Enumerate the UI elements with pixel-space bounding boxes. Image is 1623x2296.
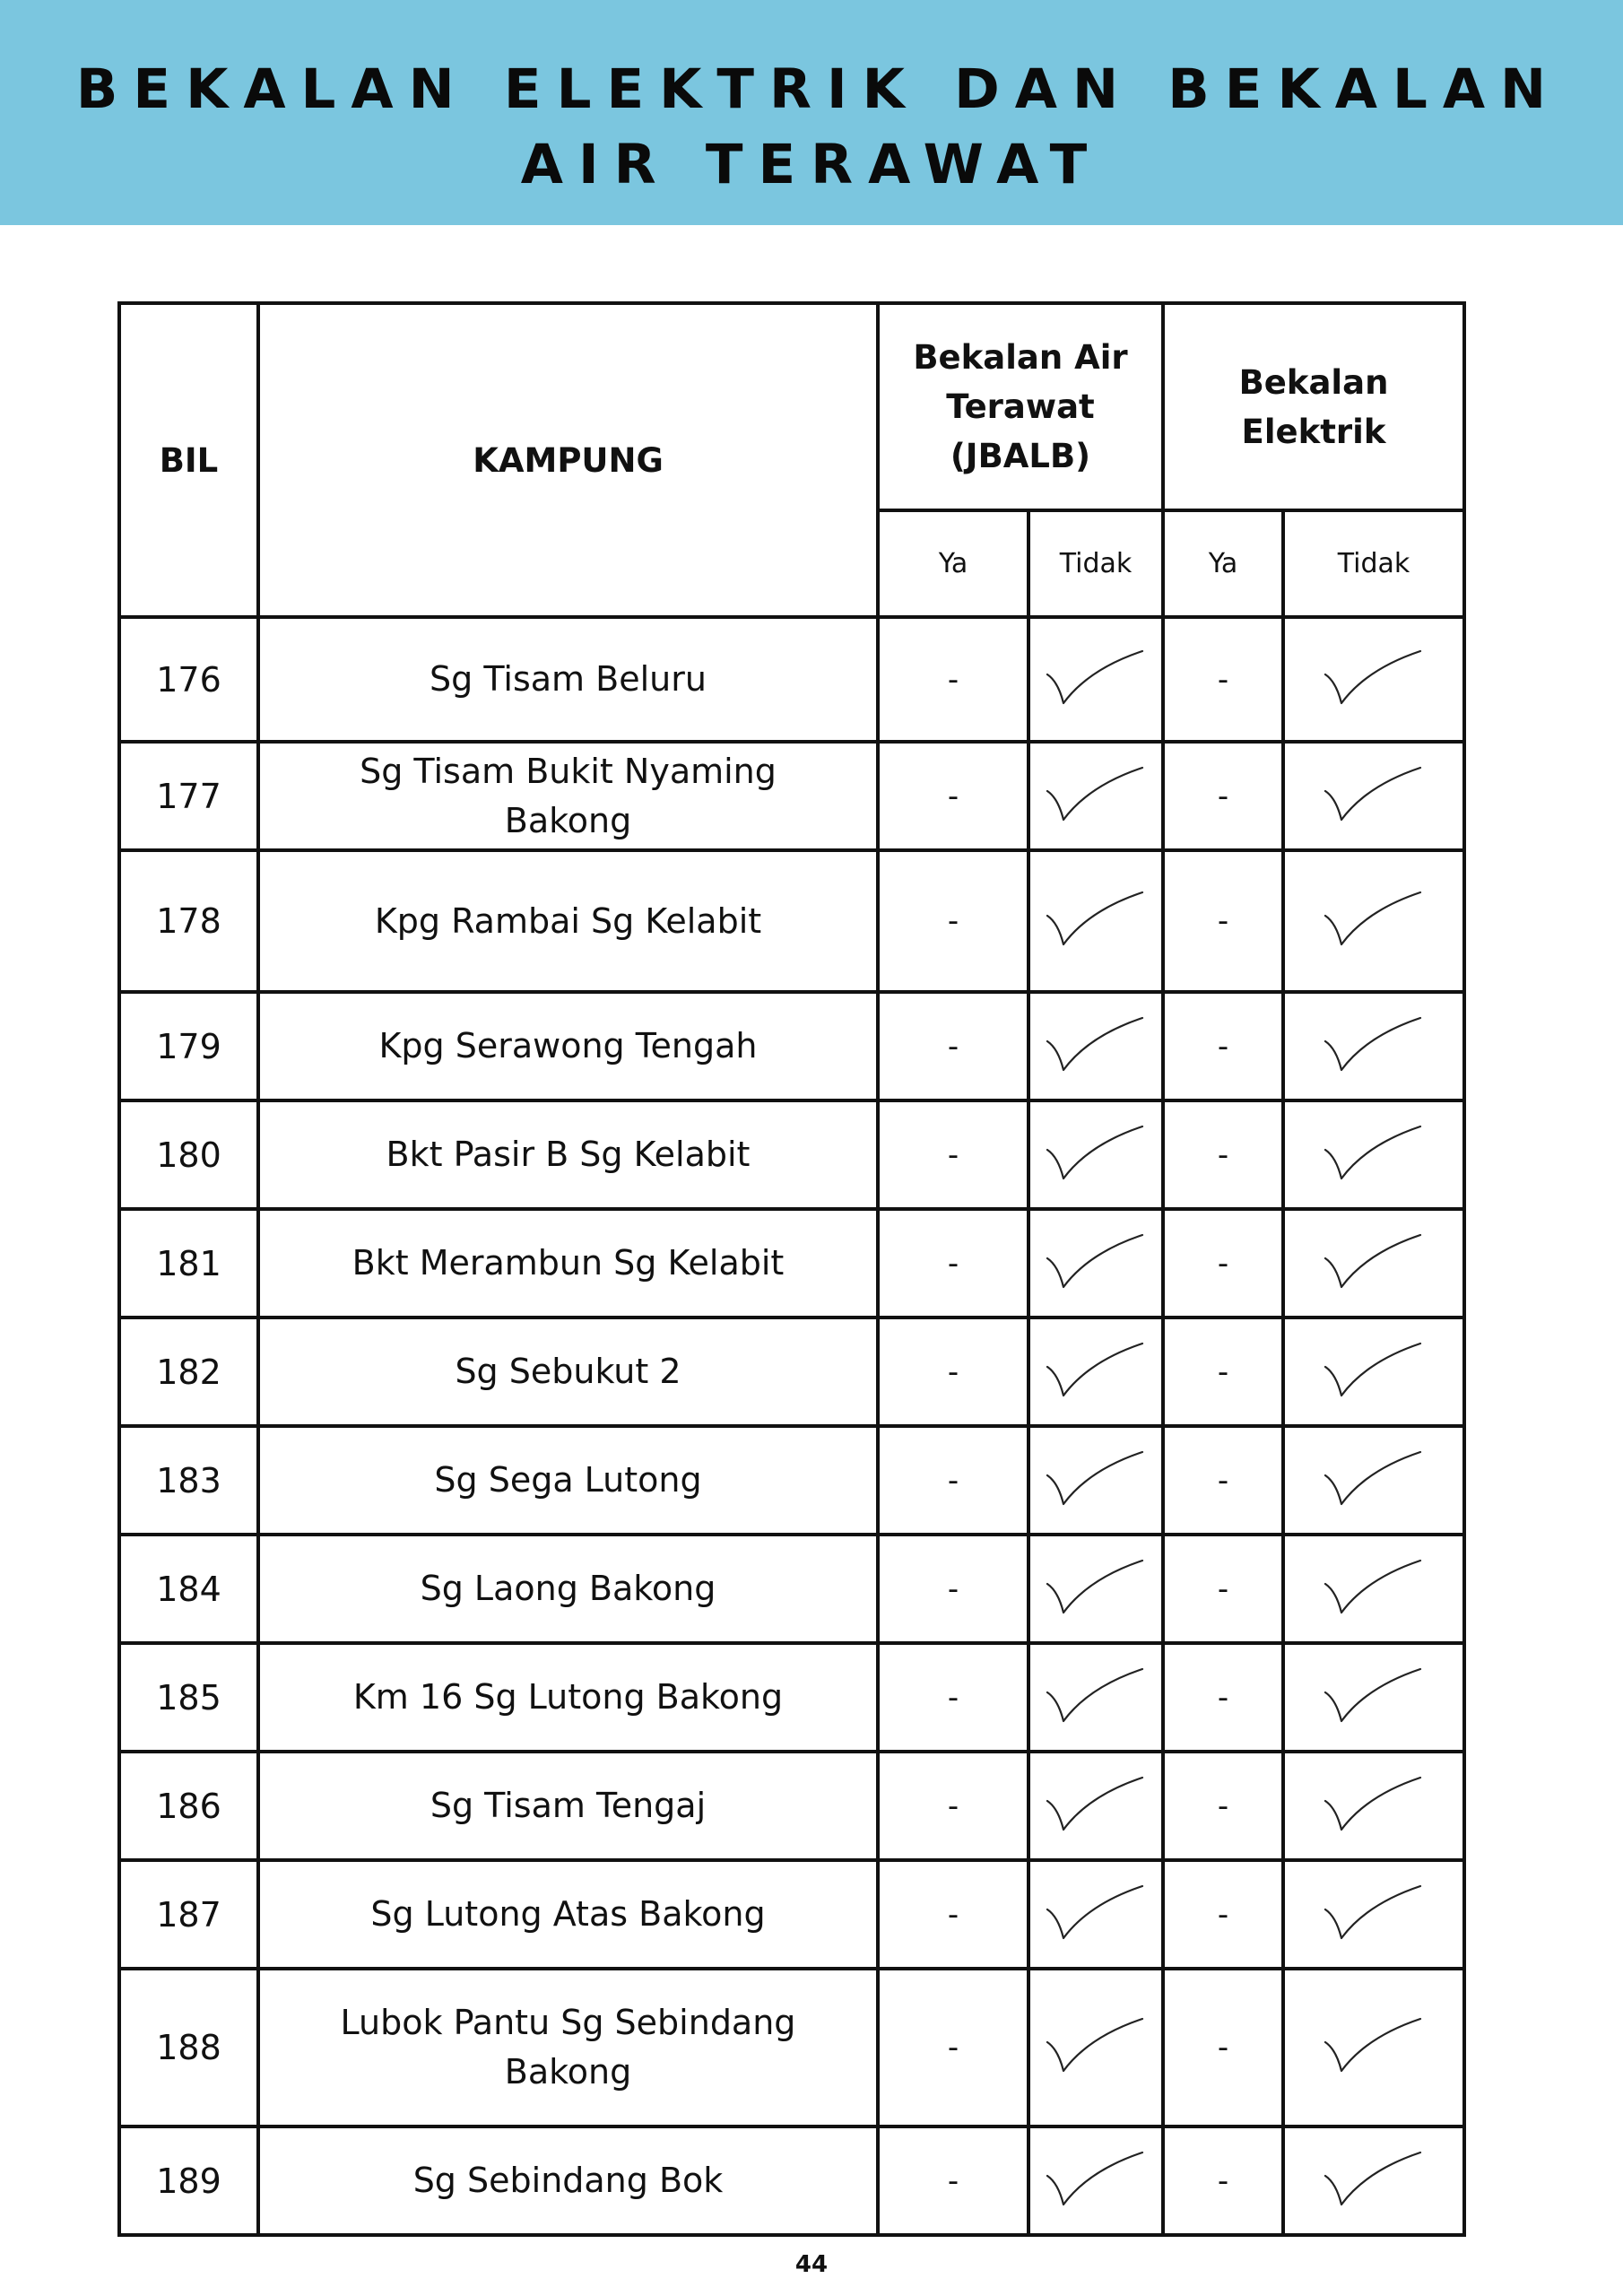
row-kampung: Km 16 Sg Lutong Bakong	[258, 1643, 878, 1752]
row-elektrik-ya: -	[1163, 1643, 1283, 1752]
row-kampung: Sg Tisam Bukit Nyaming Bakong	[258, 742, 878, 850]
row-bil: 179	[119, 992, 258, 1100]
row-air-ya: -	[878, 1426, 1028, 1535]
row-air-tidak	[1028, 992, 1163, 1100]
row-air-ya: -	[878, 992, 1028, 1100]
check-mark-icon	[1285, 2145, 1462, 2217]
row-air-ya: -	[878, 1969, 1028, 2126]
row-air-ya: -	[878, 1752, 1028, 1860]
row-elektrik-tidak	[1283, 992, 1464, 1100]
table-row	[119, 742, 1464, 850]
row-elektrik-tidak	[1283, 742, 1464, 850]
check-mark-icon	[1030, 885, 1161, 957]
check-mark-icon	[1030, 1228, 1161, 1300]
row-elektrik-tidak	[1283, 1100, 1464, 1209]
row-kampung: Sg Lutong Atas Bakong	[258, 1860, 878, 1969]
row-kampung: Kpg Serawong Tengah	[258, 992, 878, 1100]
row-elektrik-ya: -	[1163, 992, 1283, 1100]
table-row	[119, 1100, 1464, 1209]
row-bil: 185	[119, 1643, 258, 1752]
table-row	[119, 617, 1464, 742]
row-air-tidak	[1028, 1969, 1163, 2126]
row-elektrik-ya: -	[1163, 850, 1283, 992]
check-mark-icon	[1285, 761, 1462, 832]
page-title-line-2: AIR TERAWAT	[520, 133, 1103, 196]
table-row	[119, 1426, 1464, 1535]
row-kampung: Sg Tisam Tengaj	[258, 1752, 878, 1860]
check-mark-icon	[1030, 761, 1161, 832]
header-kampung: KAMPUNG	[258, 303, 878, 617]
village-supply-table	[117, 301, 1466, 2237]
row-air-tidak	[1028, 1535, 1163, 1643]
row-air-tidak	[1028, 1426, 1163, 1535]
row-bil: 189	[119, 2126, 258, 2235]
row-kampung: Sg Laong Bakong	[258, 1535, 878, 1643]
row-kampung: Sg Sega Lutong	[258, 1426, 878, 1535]
row-air-ya: -	[878, 1860, 1028, 1969]
row-air-tidak	[1028, 1643, 1163, 1752]
row-bil: 180	[119, 1100, 258, 1209]
check-mark-icon	[1285, 1553, 1462, 1625]
row-elektrik-ya: -	[1163, 742, 1283, 850]
row-bil: 188	[119, 1969, 258, 2126]
table-row	[119, 1318, 1464, 1426]
header-bekalan-elektrik	[1163, 303, 1464, 510]
row-elektrik-ya: -	[1163, 1535, 1283, 1643]
row-bil: 178	[119, 850, 258, 992]
check-mark-icon	[1285, 2012, 1462, 2083]
row-kampung: Bkt Merambun Sg Kelabit	[258, 1209, 878, 1318]
table-row	[119, 1860, 1464, 1969]
title-banner	[0, 0, 1623, 225]
row-kampung: Kpg Rambai Sg Kelabit	[258, 850, 878, 992]
row-elektrik-tidak	[1283, 1752, 1464, 1860]
table-row	[119, 1535, 1464, 1643]
row-air-tidak	[1028, 1209, 1163, 1318]
check-mark-icon	[1030, 1336, 1161, 1408]
check-mark-icon	[1030, 2145, 1161, 2217]
check-mark-icon	[1285, 1445, 1462, 1517]
check-mark-icon	[1285, 1011, 1462, 1083]
row-elektrik-ya: -	[1163, 1969, 1283, 2126]
check-mark-icon	[1030, 2012, 1161, 2083]
check-mark-icon	[1030, 1770, 1161, 1842]
row-kampung: Sg Sebindang Bok	[258, 2126, 878, 2235]
page-title-line-1: BEKALAN ELEKTRIK DAN BEKALAN	[75, 57, 1562, 121]
table-row	[119, 2126, 1464, 2235]
row-elektrik-ya: -	[1163, 1426, 1283, 1535]
row-kampung: Bkt Pasir B Sg Kelabit	[258, 1100, 878, 1209]
table-row	[119, 850, 1464, 992]
row-air-ya: -	[878, 1535, 1028, 1643]
row-bil: 183	[119, 1426, 258, 1535]
header-bekalan-air-label: Bekalan Air Terawat (JBALB)	[913, 338, 1128, 475]
header-air-ya: Ya	[878, 510, 1028, 617]
header-air-tidak: Tidak	[1028, 510, 1163, 617]
header-elektrik-tidak: Tidak	[1283, 510, 1464, 617]
row-bil: 177	[119, 742, 258, 850]
check-mark-icon	[1285, 1228, 1462, 1300]
table-row	[119, 992, 1464, 1100]
row-kampung: Sg Sebukut 2	[258, 1318, 878, 1426]
row-elektrik-tidak	[1283, 617, 1464, 742]
check-mark-icon	[1285, 1119, 1462, 1191]
row-bil: 186	[119, 1752, 258, 1860]
row-air-tidak	[1028, 1318, 1163, 1426]
row-air-ya: -	[878, 1643, 1028, 1752]
check-mark-icon	[1030, 644, 1161, 716]
row-kampung: Sg Tisam Beluru	[258, 617, 878, 742]
page-number: 44	[794, 2251, 829, 2278]
check-mark-icon	[1285, 885, 1462, 957]
row-bil: 176	[119, 617, 258, 742]
check-mark-icon	[1285, 1879, 1462, 1951]
check-mark-icon	[1030, 1445, 1161, 1517]
row-air-ya: -	[878, 1318, 1028, 1426]
header-bekalan-elektrik-label: Bekalan Elektrik	[1238, 362, 1389, 451]
header-elektrik-ya: Ya	[1163, 510, 1283, 617]
row-air-tidak	[1028, 617, 1163, 742]
table-body	[119, 617, 1464, 2235]
row-air-ya: -	[878, 617, 1028, 742]
row-elektrik-ya: -	[1163, 1209, 1283, 1318]
table-row	[119, 1752, 1464, 1860]
row-elektrik-ya: -	[1163, 2126, 1283, 2235]
row-elektrik-tidak	[1283, 1318, 1464, 1426]
row-air-tidak	[1028, 850, 1163, 992]
row-air-tidak	[1028, 742, 1163, 850]
check-mark-icon	[1285, 644, 1462, 716]
row-air-ya: -	[878, 850, 1028, 992]
row-air-ya: -	[878, 1209, 1028, 1318]
row-elektrik-ya: -	[1163, 1100, 1283, 1209]
row-kampung: Lubok Pantu Sg Sebindang Bakong	[258, 1969, 878, 2126]
row-air-ya: -	[878, 1100, 1028, 1209]
row-elektrik-tidak	[1283, 850, 1464, 992]
row-elektrik-ya: -	[1163, 1752, 1283, 1860]
row-elektrik-tidak	[1283, 1860, 1464, 1969]
row-elektrik-tidak	[1283, 1535, 1464, 1643]
header-bil: BIL	[119, 303, 258, 617]
check-mark-icon	[1030, 1662, 1161, 1734]
row-elektrik-tidak	[1283, 1209, 1464, 1318]
header-bekalan-air	[878, 303, 1163, 510]
row-bil: 181	[119, 1209, 258, 1318]
check-mark-icon	[1030, 1119, 1161, 1191]
row-air-tidak	[1028, 1100, 1163, 1209]
row-bil: 187	[119, 1860, 258, 1969]
row-air-ya: -	[878, 742, 1028, 850]
check-mark-icon	[1285, 1770, 1462, 1842]
table-row	[119, 1209, 1464, 1318]
row-air-tidak	[1028, 1860, 1163, 1969]
row-air-tidak	[1028, 2126, 1163, 2235]
row-air-ya: -	[878, 2126, 1028, 2235]
check-mark-icon	[1285, 1336, 1462, 1408]
row-air-tidak	[1028, 1752, 1163, 1860]
check-mark-icon	[1285, 1662, 1462, 1734]
row-elektrik-tidak	[1283, 2126, 1464, 2235]
row-elektrik-tidak	[1283, 1426, 1464, 1535]
row-elektrik-tidak	[1283, 1969, 1464, 2126]
check-mark-icon	[1030, 1553, 1161, 1625]
table-row	[119, 1643, 1464, 1752]
row-elektrik-ya: -	[1163, 1860, 1283, 1969]
row-elektrik-ya: -	[1163, 1318, 1283, 1426]
check-mark-icon	[1030, 1879, 1161, 1951]
row-elektrik-tidak	[1283, 1643, 1464, 1752]
check-mark-icon	[1030, 1011, 1161, 1083]
table-row	[119, 1969, 1464, 2126]
row-bil: 184	[119, 1535, 258, 1643]
row-elektrik-ya: -	[1163, 617, 1283, 742]
row-bil: 182	[119, 1318, 258, 1426]
